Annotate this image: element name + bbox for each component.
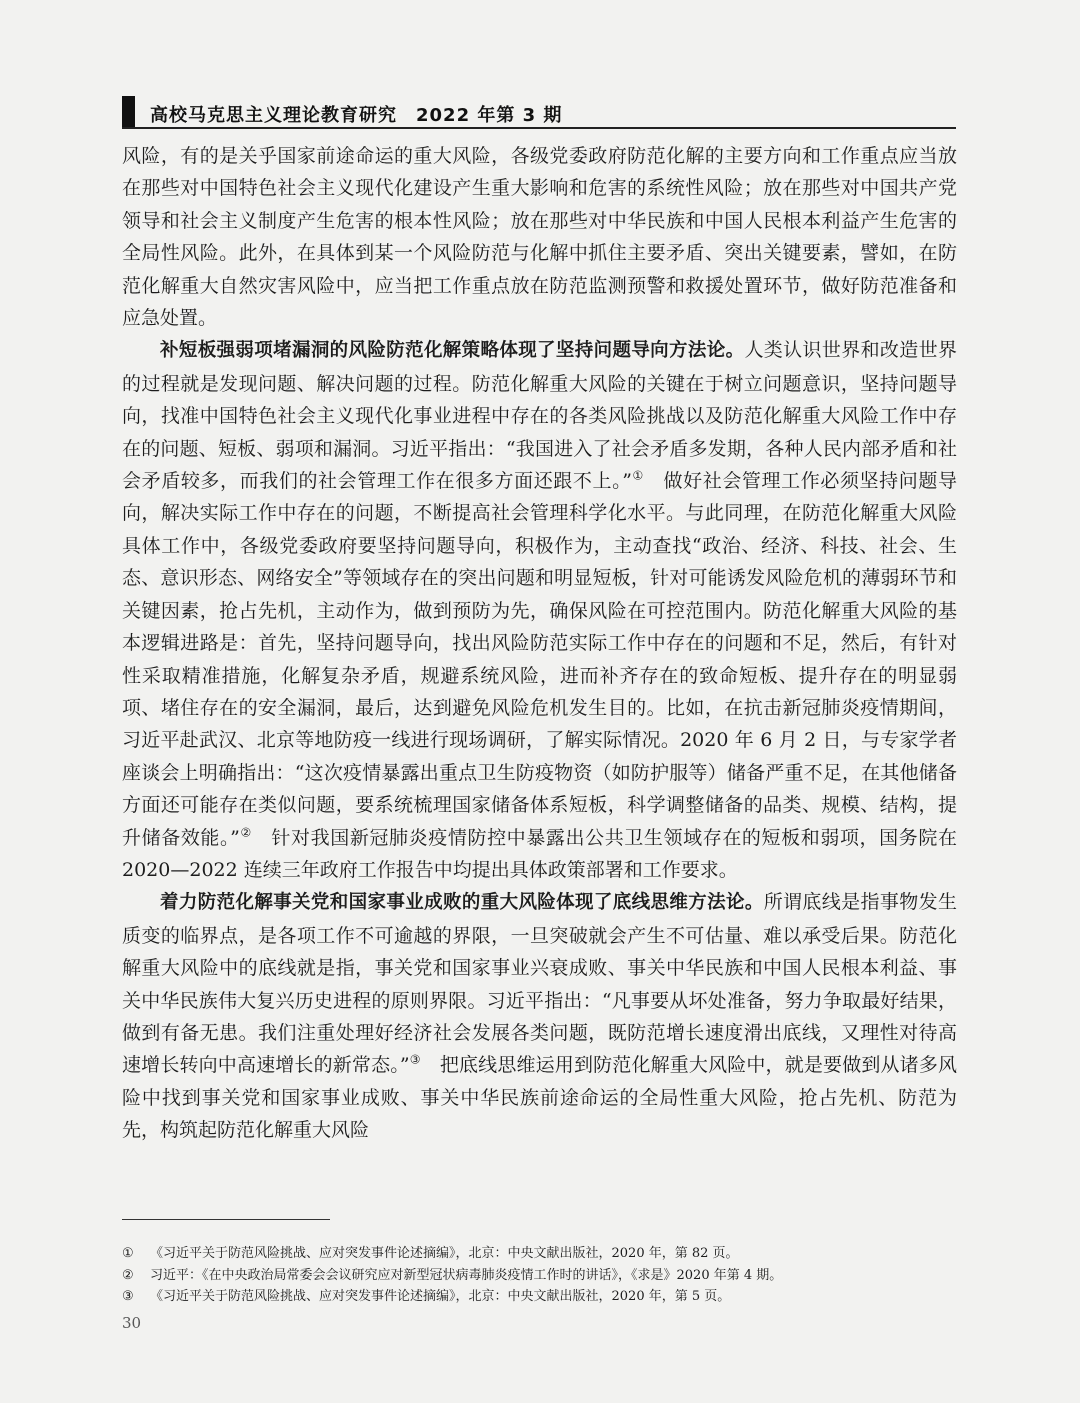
article-body: [122, 140, 957, 1147]
footnote-ref-3[interactable]: ③: [409, 1053, 421, 1068]
paragraph-lead-bold: 着力防范化解事关党和国家事业成败的重大风险体现了底线思维方法论。: [160, 892, 764, 914]
footnote-ref-2[interactable]: ②: [239, 825, 252, 840]
footnotes: [122, 1243, 957, 1308]
paragraph-text: 所谓底线是指事物发生质变的临界点，是各项工作不可逾越的界限，一旦突破就会产生不可估量、难以承受后果。防范化解重大风险中的底线就是指，事关党和国家事业兴衰成败、事关中华民族和中国人民根本利益、事关中华民族伟大复兴历史进程的原则界限。习近平指出：“凡事要从坏处准备，努力争取最好结果，做到有备无患。我们注重处理好经济社会发展各类问题，既防范增长速度滑出底线，又理性对待高速增长转向中高速增长的新常态。”: [122, 891, 957, 1077]
footnote-item: [122, 1243, 957, 1265]
footnote-mark: ①: [122, 1246, 134, 1261]
footnote-text: 《习近平关于防范风险挑战、应对突发事件论述摘编》，北京：中央文献出版社，2020 年，第 82 页。: [150, 1246, 739, 1261]
paragraph-lead-bold: 补短板强弱项堵漏洞的风险防范化解策略体现了坚持问题导向方法论。: [160, 340, 745, 362]
footnote-separator: [122, 1219, 330, 1220]
footnote-item: [122, 1286, 957, 1308]
paragraph-problem-orientation: [122, 334, 957, 886]
header-marker-bar: [122, 96, 135, 128]
paragraph-text: 针对我国新冠肺炎疫情防控中暴露出公共卫生领域存在的短板和弱项，国务院在 2020—2022 连续三年政府工作报告中均提出具体政策部署和工作要求。: [122, 826, 957, 881]
footnote-text: 习近平：《在中央政治局常委会会议研究应对新型冠状病毒肺炎疫情工作时的讲话》，《求是》2020 年第 4 期。: [150, 1267, 783, 1283]
footnote-text: 《习近平关于防范风险挑战、应对突发事件论述摘编》，北京：中央文献出版社，2020 年，第 5 页。: [150, 1289, 731, 1304]
footnote-item: [122, 1265, 957, 1287]
footnote-mark: ③: [122, 1289, 134, 1304]
paragraph-text: 做好社会管理工作必须坚持问题导向，解决实际工作中存在的问题，不断提高社会管理科学化水平。与此同理，在防范化解重大风险具体工作中，各级党委政府要坚持问题导向，积极作为，主动查找“政治、经济、科技、社会、生态、意识形态、网络安全”等领域存在的突出问题和明显短板，针对可能诱发风险危机的薄弱环节和关键因素，抢占先机，主动作为，做到预防为先，确保风险在可控范围内。防范化解重大风险的基本逻辑进路是：首先，坚持问题导向，找出风险防范实际工作中存在的问题和不足，然后，有针对性采取精准措施，化解复杂矛盾，规避系统风险，进而补齐存在的致命短板、提升存在的明显弱项、堵住存在的安全漏洞，最后，达到避免风险危机发生目的。比如，在抗击新冠肺炎疫情期间，习近平赴武汉、北京等地防疫一线进行现场调研，了解实际情况。2020 年 6 月 2 日，与专家学者座谈会上明确指出：“这次疫情暴露出重点卫生防疫物资（如防护服等）储备严重不足，在其他储备方面还可能存在类似问题，要系统梳理国家储备体系短板，科学调整储备的品类、规模、结构，提升储备效能。”: [122, 470, 957, 849]
paragraph-text: 把底线思维运用到防范化解重大风险中，就是要做到从诸多风险中找到事关党和国家事业成败、事关中华民族前途命运的全局性重大风险，抢占先机、防范为先，构筑起防范化解重大风险: [122, 1054, 957, 1142]
journal-running-header: 高校马克思主义理论教育研究 2022 年第 3 期: [150, 105, 563, 126]
paragraph-bottom-line-thinking: [122, 886, 957, 1146]
page-number: 30: [122, 1314, 142, 1332]
paragraph-continuation: [122, 140, 957, 334]
header-rule: [122, 127, 956, 129]
paragraph-text: 风险，有的是关乎国家前途命运的重大风险，各级党委政府防范化解的主要方向和工作重点应当放在那些对中国特色社会主义现代化建设产生重大影响和危害的系统性风险；放在那些对中国共产党领导和社会主义制度产生危害的根本性风险；放在那些对中华民族和中国人民根本利益产生危害的全局性风险。此外，在具体到某一个风险防范与化解中抓住主要矛盾、突出关键要素，譬如，在防范化解重大自然灾害风险中，应当把工作重点放在防范监测预警和救援处置环节，做好防范准备和应急处置。: [122, 145, 957, 330]
footnote-mark: ②: [122, 1267, 134, 1283]
paragraph-text: 人类认识世界和改造世界的过程就是发现问题、解决问题的过程。防范化解重大风险的关键在于树立问题意识，坚持问题导向，找准中国特色社会主义现代化事业进程中存在的各类风险挑战以及防范化解重大风险工作中存在的问题、短板、弱项和漏洞。习近平指出：“我国进入了社会矛盾多发期，各种人民内部矛盾和社会矛盾较多，而我们的社会管理工作在很多方面还跟不上。”: [122, 339, 957, 493]
footnote-ref-1[interactable]: ①: [631, 468, 644, 483]
